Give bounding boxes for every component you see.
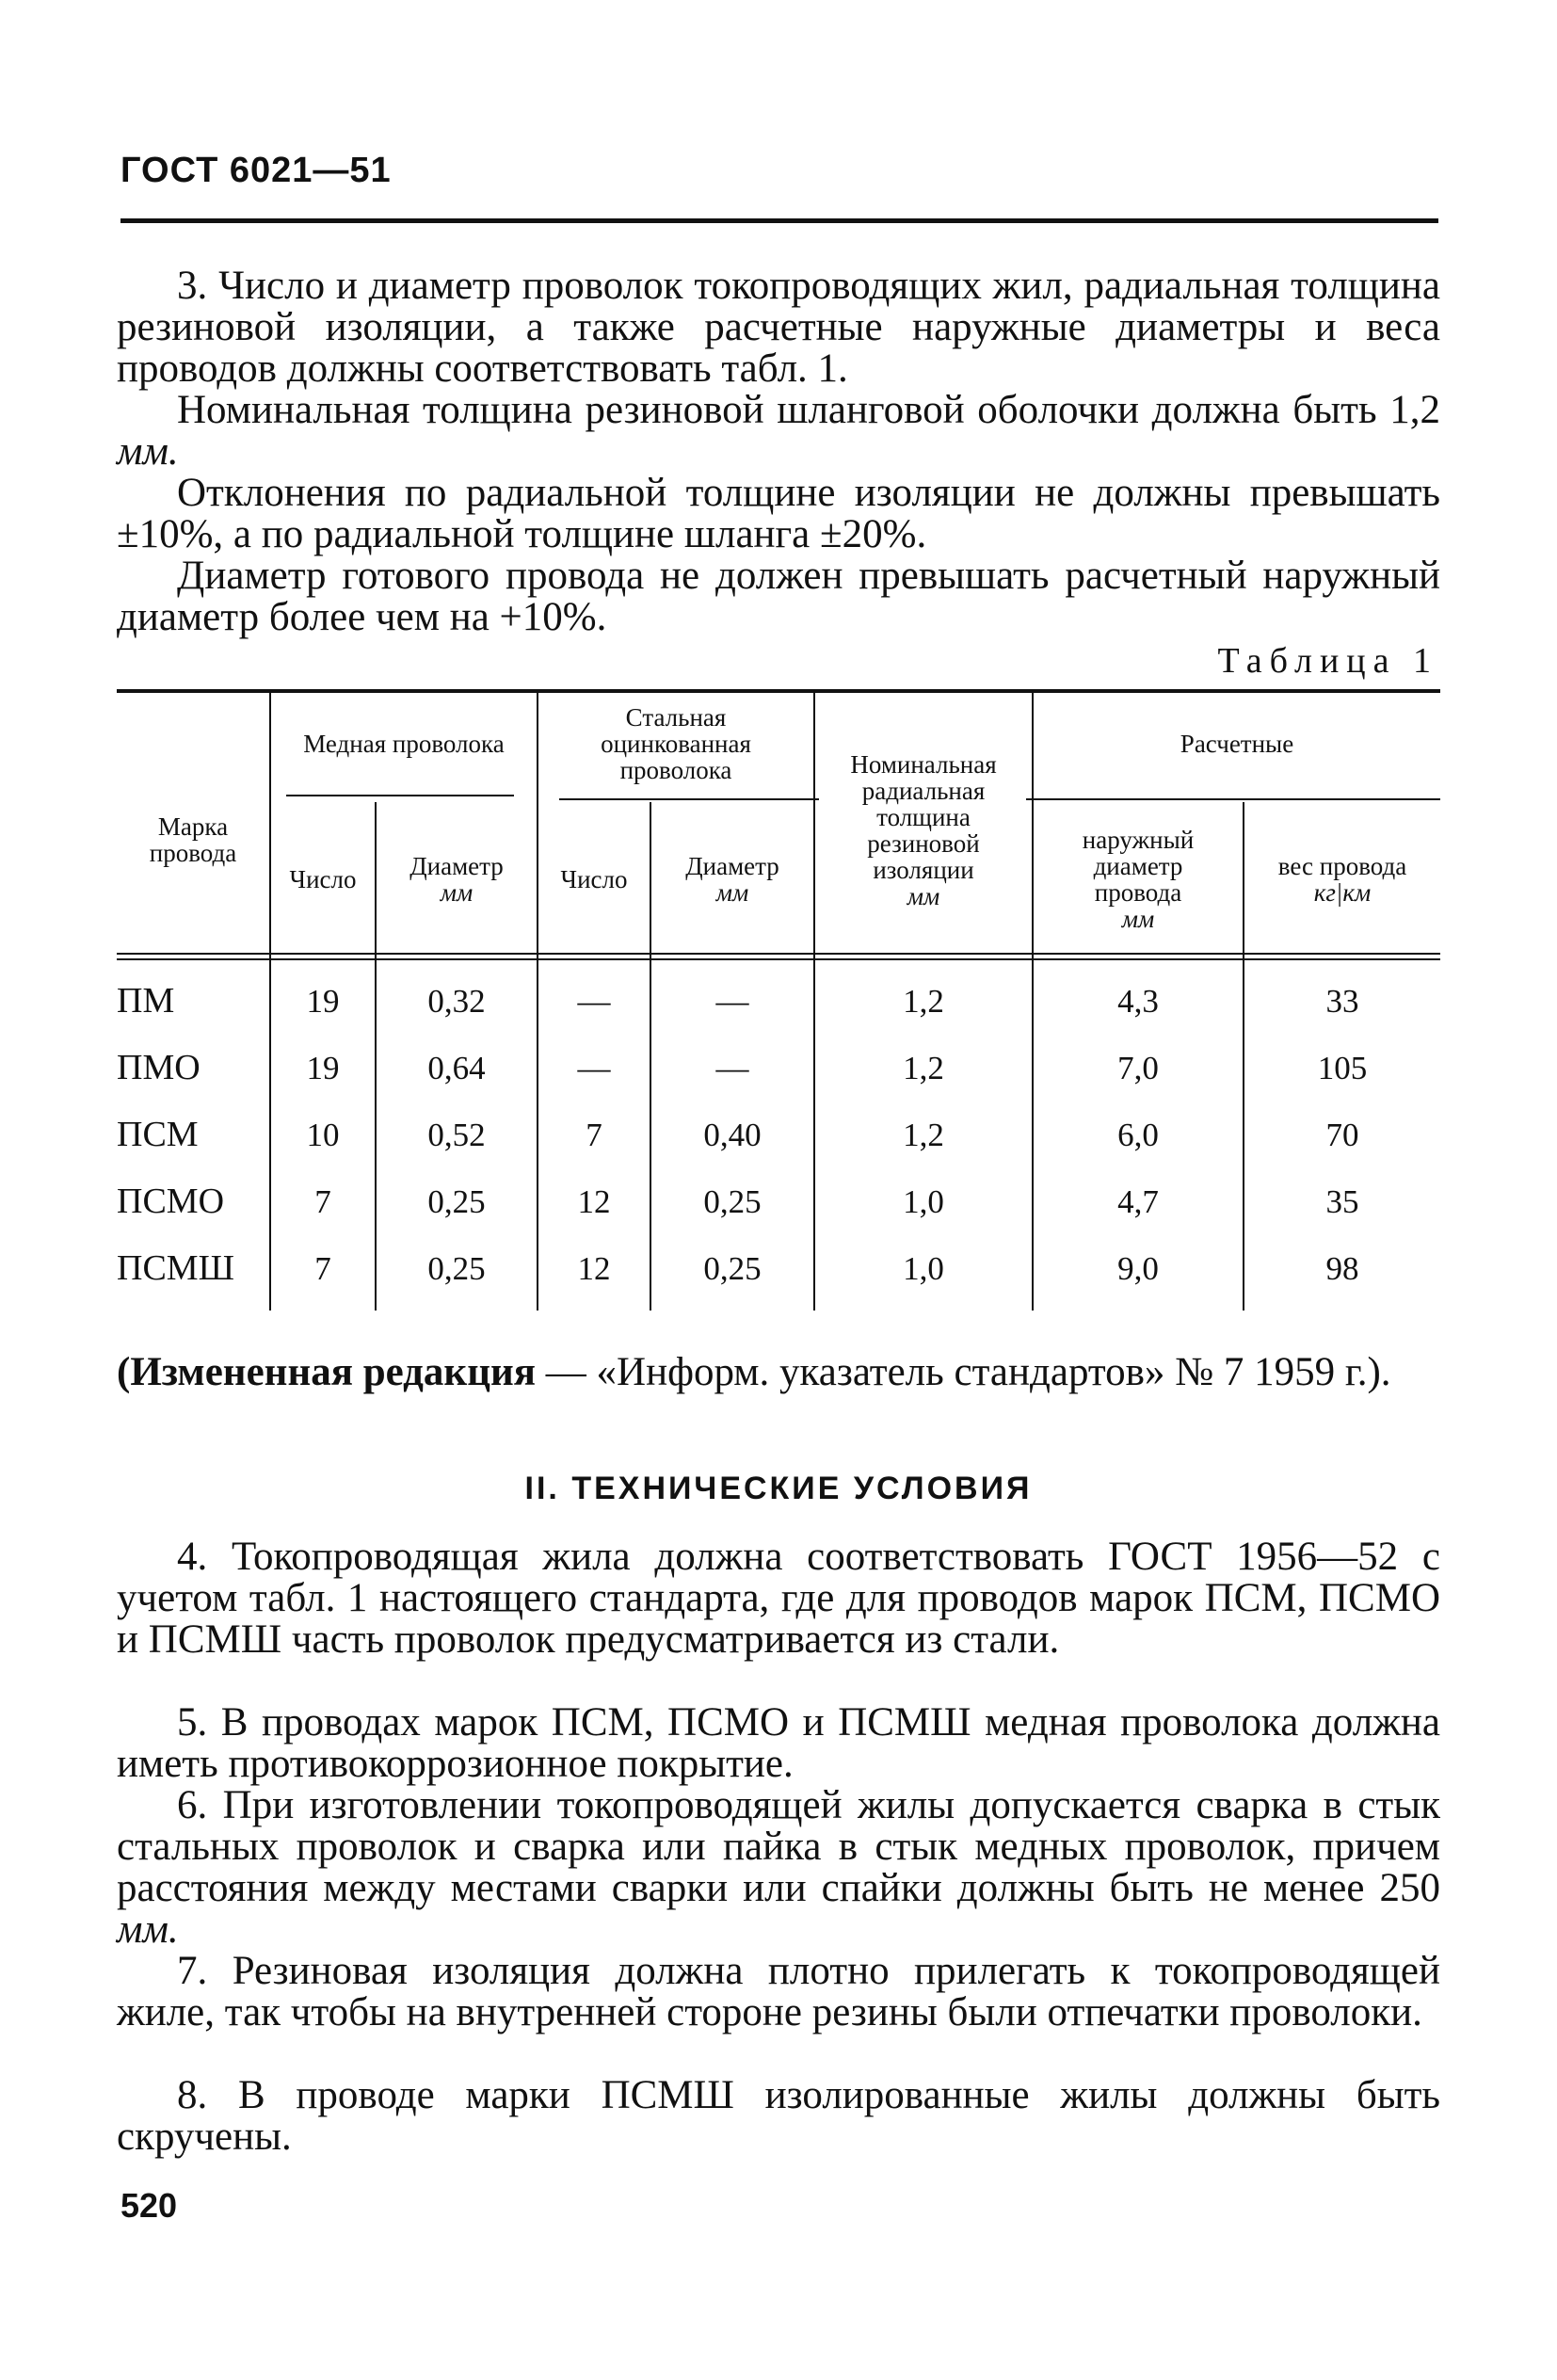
header-copper-diameter-unit: мм — [440, 878, 474, 907]
header-insulation — [815, 708, 1032, 953]
paragraph-6 — [117, 1785, 1440, 1951]
table-cell-brand: ПСМО — [117, 1182, 225, 1221]
table-cell-cu-d: 0,52 — [427, 1117, 486, 1153]
header-rule — [120, 218, 1438, 223]
table-cell-w: 70 — [1325, 1117, 1359, 1153]
paragraph-4-text: 4. Токопроводящая жила должна соответствовать ГОСТ 1956—52 с учетом табл. 1 настоящего стандарта, где для проводов марок ПСМ, ПСМО и ПСМШ часть проволок предусматривается из стали. — [117, 1535, 1440, 1662]
table-cell-brand: ПМ — [117, 981, 175, 1021]
header-calc: Расчетные — [1180, 730, 1294, 758]
header-outer-diameter-unit: мм — [1121, 905, 1155, 933]
paragraph-sheath-unit: мм. — [117, 429, 179, 474]
paragraph-6-unit: мм. — [117, 1907, 179, 1952]
paragraph-8 — [117, 2075, 1440, 2158]
table-cell-brand: ПСМШ — [117, 1248, 234, 1288]
header-outer-diameter-label: наружный диаметр провода — [1082, 826, 1195, 907]
paragraph-7-text: 7. Резиновая изоляция должна плотно прилегать к токопроводящей жиле, так чтобы на внутренней стороне резины были отпечатки проволоки. — [117, 1949, 1440, 2034]
paragraph-diameter-text: Диаметр готового провода не должен превышать расчетный наружный диаметр более чем на +10%. — [117, 554, 1440, 639]
header-insulation-unit: мм — [907, 882, 940, 910]
paragraph-sheath — [117, 390, 1440, 473]
table-cell-od: 9,0 — [1117, 1250, 1159, 1287]
table-cell-ins: 1,2 — [903, 1117, 944, 1153]
paragraph-7 — [117, 1951, 1440, 2034]
paragraph-5 — [117, 1702, 1440, 1785]
header-copper-count: Число — [289, 865, 357, 893]
table-cell-cu-d: 0,25 — [427, 1250, 486, 1287]
document-header: ГОСТ 6021—51 — [120, 151, 392, 190]
header-steel-diameter — [651, 806, 813, 953]
table-cell-brand: ПСМ — [117, 1115, 199, 1154]
header-outer-diameter — [1034, 806, 1243, 953]
table-cell-st-d: — — [715, 1050, 749, 1086]
header-brand: Марка провода — [149, 812, 237, 867]
table-cell-od: 4,7 — [1117, 1183, 1159, 1220]
paragraph-4 — [117, 1536, 1440, 1661]
table-cell-w: 105 — [1317, 1050, 1368, 1086]
calc-group-rule — [1026, 798, 1440, 800]
paragraph-3-text: 3. Число и диаметр проволок токопроводящих жил, радиальная толщина резиновой изоляции, а также расчетные наружные диаметры и веса проводов должны соответствовать табл. 1. — [117, 264, 1440, 391]
amendment-bold: (Измененная редакция — [117, 1350, 537, 1394]
paragraph-diameter — [117, 555, 1440, 638]
table-cell-ins: 1,0 — [903, 1250, 944, 1287]
table-top-rule — [117, 689, 1440, 693]
header-weight-unit: кг|км — [1313, 878, 1372, 907]
table-cell-ins: 1,2 — [903, 1050, 944, 1086]
paragraph-5-text: 5. В проводах марок ПСМ, ПСМО и ПСМШ медная проволока должна иметь противокоррозионное покрытие. — [117, 1700, 1440, 1786]
header-copper: Медная проволока — [303, 730, 505, 758]
header-steel-count: Число — [560, 865, 628, 893]
header-weight — [1244, 806, 1440, 953]
table-cell-cu-n: 7 — [314, 1183, 331, 1220]
table-cell-st-d: 0,25 — [703, 1183, 762, 1220]
header-copper-diameter-label: Диаметр — [409, 852, 504, 880]
steel-group-rule — [559, 798, 819, 800]
table-cell-w: 33 — [1325, 983, 1359, 1020]
table-cell-w: 98 — [1325, 1250, 1359, 1287]
table-cell-cu-n: 19 — [306, 1050, 340, 1086]
table-cell-ins: 1,2 — [903, 983, 944, 1020]
header-insulation-label: Номинальная радиальная толщина резиновой изоляции — [850, 750, 997, 884]
table-cell-st-d: 0,25 — [703, 1250, 762, 1287]
table-cell-st-n: — — [577, 983, 611, 1020]
amendment-note — [117, 1352, 1440, 1393]
header-steel-diameter-unit: мм — [715, 878, 749, 907]
table-cell-cu-n: 7 — [314, 1250, 331, 1287]
table-caption: Таблица 1 — [1217, 641, 1438, 681]
table-cell-st-n: — — [577, 1050, 611, 1086]
table-cell-cu-n: 19 — [306, 983, 340, 1020]
table-cell-ins: 1,0 — [903, 1183, 944, 1220]
table-cell-w: 35 — [1325, 1183, 1359, 1220]
table-cell-od: 4,3 — [1117, 983, 1159, 1020]
paragraph-6-text: 6. При изготовлении токопроводящей жилы допускается сварка в стык стальных проволок и сварка или пайка в стык медных проволок, причем расстояния между местами сварки или спайки должны быть не менее 250 — [117, 1783, 1440, 1910]
header-steel: Стальная оцинкованная проволока — [601, 703, 751, 784]
paragraph-8-text: 8. В проводе марки ПСМШ изолированные жилы должны быть скручены. — [117, 2073, 1440, 2159]
section-title: II. ТЕХНИЧЕСКИЕ УСЛОВИЯ — [524, 1471, 1033, 1506]
table-cell-st-d: 0,40 — [703, 1117, 762, 1153]
paragraph-sheath-text: Номинальная толщина резиновой шланговой оболочки должна быть 1,2 — [177, 388, 1440, 432]
table-cell-st-n: 7 — [586, 1117, 602, 1153]
header-copper-diameter — [377, 806, 537, 953]
table-cell-cu-d: 0,32 — [427, 983, 486, 1020]
header-steel-diameter-label: Диаметр — [685, 852, 779, 880]
amendment-rest: — «Информ. указатель стандартов» № 7 1959 г.). — [536, 1350, 1391, 1394]
table-cell-od: 6,0 — [1117, 1117, 1159, 1153]
table-cell-brand: ПМО — [117, 1048, 201, 1087]
table-cell-cu-n: 10 — [306, 1117, 340, 1153]
paragraph-deviation — [117, 473, 1440, 555]
paragraph-3 — [117, 265, 1440, 390]
table-cell-cu-d: 0,64 — [427, 1050, 486, 1086]
header-weight-label: вес провода — [1277, 852, 1407, 880]
paragraph-deviation-text: Отклонения по радиальной толщине изоляции не должны превышать ±10%, а по радиальной толщине шланга ±20%. — [117, 471, 1440, 556]
table-cell-st-d: — — [715, 983, 749, 1020]
wire-table — [117, 689, 1440, 1311]
page-number: 520 — [120, 2186, 178, 2225]
table-cell-st-n: 12 — [577, 1250, 611, 1287]
copper-group-rule — [286, 795, 514, 796]
table-cell-cu-d: 0,25 — [427, 1183, 486, 1220]
table-cell-od: 7,0 — [1117, 1050, 1159, 1086]
table-cell-st-n: 12 — [577, 1183, 611, 1220]
